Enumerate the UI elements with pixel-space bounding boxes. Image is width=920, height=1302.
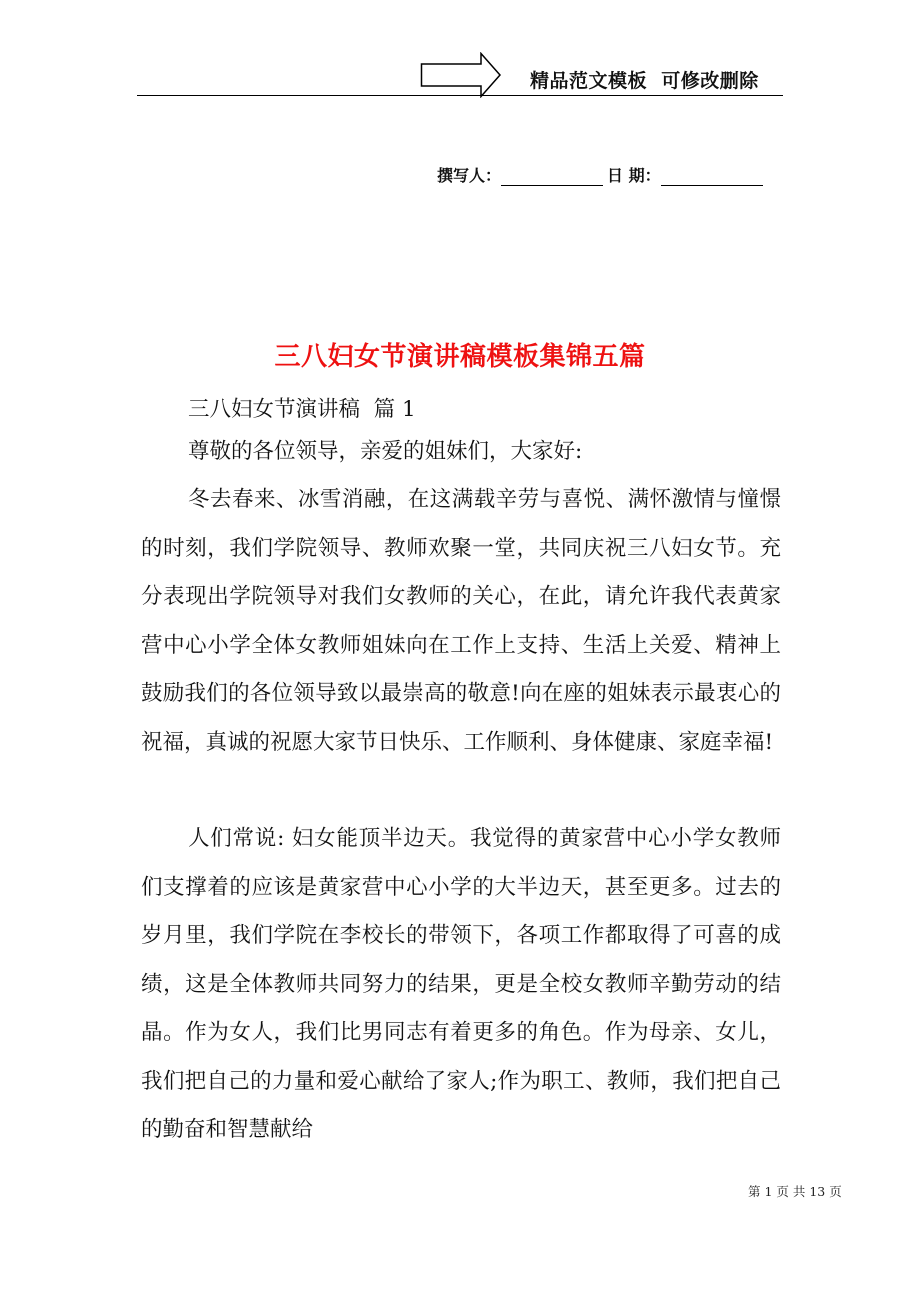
page-footer: 第 1 页 共 13 页 xyxy=(748,1184,842,1199)
page-header xyxy=(0,0,920,100)
greeting: 尊敬的各位领导，亲爱的姐妹们，大家好: xyxy=(188,439,583,464)
header-divider xyxy=(137,95,783,96)
document-subtitle: 三八妇女节演讲稿 篇 1 xyxy=(188,397,416,422)
body-paragraph-1: 冬去春来、冰雪消融，在这满载辛劳与喜悦、满怀激情与憧憬的时刻，我们学院领导、教师欢聚一堂，共同庆祝三八妇女节。充分表现出学院领导对我们女教师的关心，在此，请允许我代表黄家营中心小学全体女教师姐妹向在工作上支持、生活上关爱、精神上鼓励我们的各位领导致以最崇高的敬意!向在座的姐妹表示最衷心的祝福，真诚的祝愿大家节日快乐、工作顺利、身体健康、家庭幸福! xyxy=(141,487,781,755)
date-label: 日 期： xyxy=(607,166,661,185)
arrow-right-icon xyxy=(420,52,502,98)
author-blank xyxy=(501,167,603,186)
header-title: 精品范文模板 可修改删除 xyxy=(530,70,759,92)
author-date-line xyxy=(437,160,763,186)
body-paragraph-2: 人们常说: 妇女能顶半边天。我觉得的黄家营中心小学女教师们支撑着的应该是黄家营中心小学的大半边天，甚至更多。过去的岁月里，我们学院在李校长的带领下，各项工作都取得了可喜的成绩，这是全体教师共同努力的结果，更是全校女教师辛勤劳动的结晶。作为女人，我们比男同志有着更多的角色。作为母亲、女儿，我们把自己的力量和爱心献给了家人;作为职工、教师，我们把自己的勤奋和智慧献给 xyxy=(141,826,781,1142)
author-label: 撰写人： xyxy=(437,166,502,185)
document-title: 三八妇女节演讲稿模板集锦五篇 xyxy=(274,342,646,372)
date-blank xyxy=(661,167,763,186)
